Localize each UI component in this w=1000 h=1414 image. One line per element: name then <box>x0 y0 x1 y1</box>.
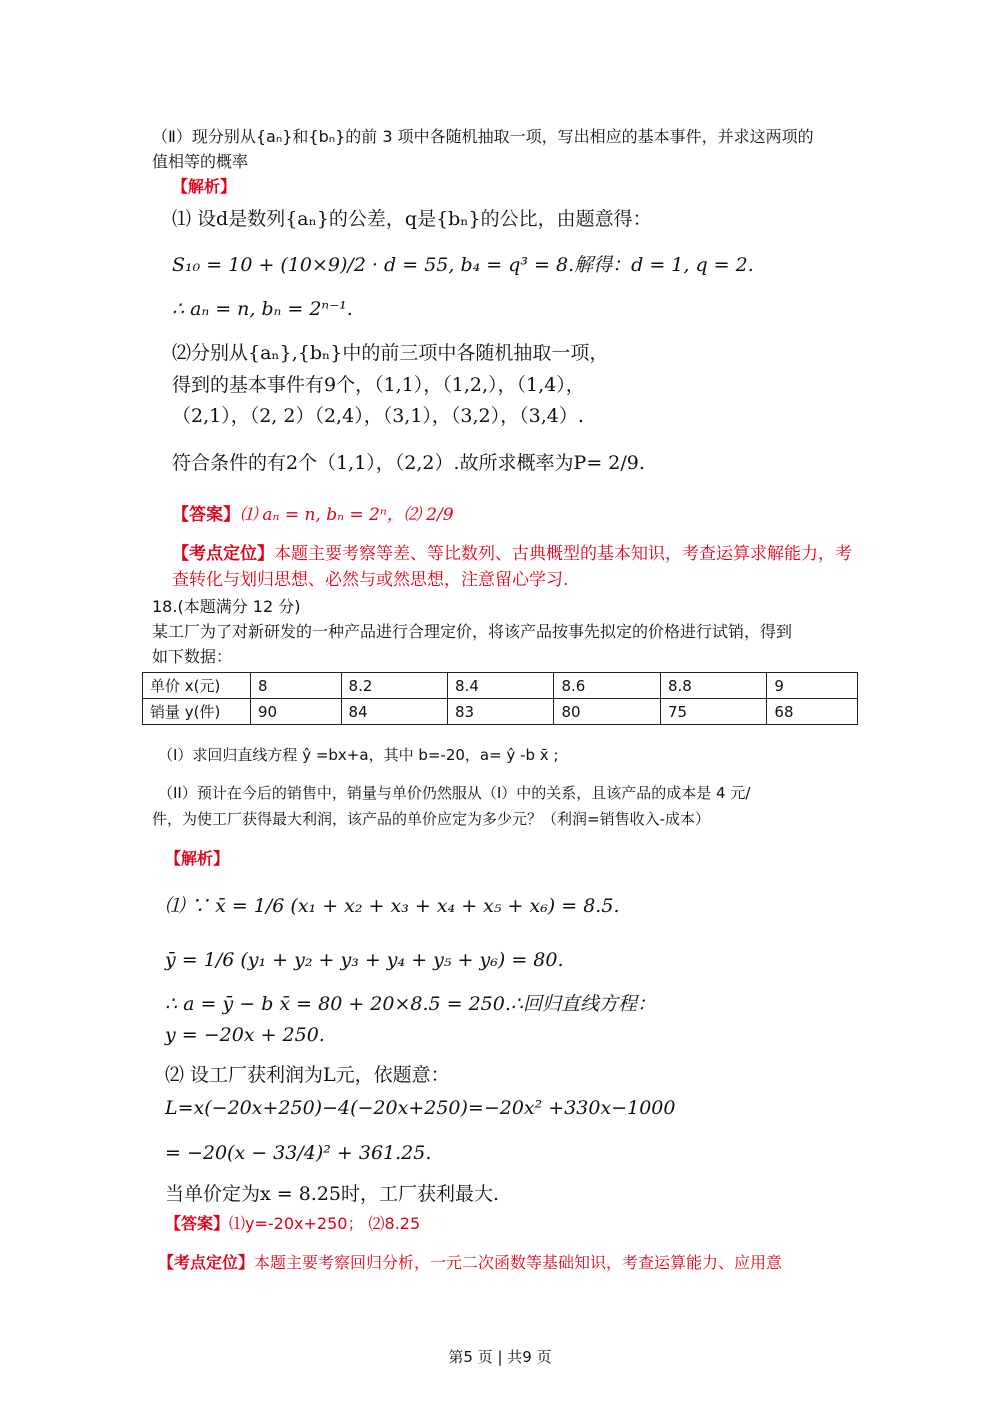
q18-analysis-tag: 【解析】 <box>165 849 230 868</box>
q17-answer-tag: 【答案】 <box>172 505 240 525</box>
table-cell: 8.8 <box>660 673 766 699</box>
table-cell: 销量 y(件) <box>143 699 251 725</box>
q18-part2-line1: （II）预计在今后的销售中，销量与单价仍然服从（I）中的关系，且该产品的成本是 4 元/ <box>158 784 751 802</box>
q17-sol2-line3: （2,1），（2, 2）（2,4），（3,1），（3,2），（3,4）. <box>172 405 584 427</box>
q18-sol2-line2: L=x(−20x+250)−4(−20x+250)=−20x² +330x−1000 <box>165 1097 676 1119</box>
q17-sol2-line1: ⑵分别从{aₙ},{bₙ}中的前三项中各随机抽取一项， <box>172 342 609 364</box>
page-footer: 第5 页 | 共9 页 <box>448 1348 552 1366</box>
q18-kd-tag: 【考点定位】 <box>158 1253 255 1272</box>
table-cell: 9 <box>767 673 858 699</box>
table-row <box>143 673 858 699</box>
q17-kd-tag: 【考点定位】 <box>172 544 274 564</box>
table-cell: 84 <box>341 699 447 725</box>
q18-part2-line2: 件，为使工厂获得最大利润，该产品的单价应定为多少元？（利润=销售收入-成本） <box>152 810 710 828</box>
q17-sol1-line1: ⑴ 设d是数列{aₙ}的公差，q是{bₙ}的公比，由题意得： <box>172 208 652 230</box>
price-sales-table <box>142 672 858 725</box>
q18-intro-line1: 某工厂为了对新研发的一种产品进行合理定价，将该产品按事先拟定的价格进行试销，得到 <box>152 622 793 641</box>
table-cell: 83 <box>448 699 554 725</box>
q17-kd-line2: 查转化与划归思想、必然与或然思想，注意留心学习. <box>172 570 569 590</box>
table-cell: 8.6 <box>554 673 660 699</box>
q17-sol1-line3: ∴ aₙ = n, bₙ = 2ⁿ⁻¹. <box>172 298 353 320</box>
q18-sol1-line2: ȳ = 1/6 (y₁ + y₂ + y₃ + y₄ + y₅ + y₆) = 80. <box>165 949 564 971</box>
table-cell: 90 <box>251 699 342 725</box>
table-cell: 8.2 <box>341 673 447 699</box>
q18-header: 18.(本题满分 12 分) <box>152 597 301 616</box>
table-cell: 8.4 <box>448 673 554 699</box>
q18-sol1-line1: ⑴ ∵ x̄ = 1/6 (x₁ + x₂ + x₃ + x₄ + x₅ + x₆) = 8.5. <box>165 895 620 917</box>
table-cell: 8 <box>251 673 342 699</box>
q18-answer-text: ⑴y=-20x+250； ⑵8.25 <box>229 1214 421 1233</box>
q18-sol2-line1: ⑵ 设工厂获利润为L元，依题意： <box>165 1064 450 1086</box>
q17-kd <box>172 543 852 565</box>
q18-kd-line1: 本题主要考察回归分析，一元二次函数等基础知识，考查运算能力、应用意 <box>254 1253 783 1272</box>
q18-sol2-line4: 当单价定为x = 8.25时，工厂获利最大. <box>165 1183 500 1205</box>
table-row <box>143 699 858 725</box>
q18-sol1-line4: y = −20x + 250. <box>165 1024 325 1046</box>
q17-answer-text: ⑴ aₙ = n, bₙ = 2ⁿ，⑵ 2/9 <box>240 505 454 525</box>
q18-sol2-line3: = −20(x − 33/4)² + 361.25. <box>165 1142 432 1164</box>
q17-sol1-line2: S₁₀ = 10 + (10×9)/2 · d = 55, b₄ = q³ = 8.解得：d = 1, q = 2. <box>172 254 754 276</box>
q17-sol2-line4: 符合条件的有2个（1,1），（2,2）.故所求概率为P= 2/9. <box>172 452 645 474</box>
table-cell: 68 <box>767 699 858 725</box>
table-cell: 80 <box>554 699 660 725</box>
table-cell: 单价 x(元) <box>143 673 251 699</box>
q18-sol1-line3: ∴ a = ȳ − b x̄ = 80 + 20×8.5 = 250.∴回归直线方程： <box>165 993 656 1015</box>
q18-intro-line2: 如下数据： <box>152 647 233 666</box>
q17-answer <box>172 504 454 526</box>
q17-part2-line2: 值相等的概率 <box>152 152 249 171</box>
q18-kd <box>158 1252 782 1274</box>
q18-answer <box>165 1213 420 1235</box>
q17-kd-line1: 本题主要考察等差、等比数列、古典概型的基本知识，考查运算求解能力，考 <box>274 544 852 564</box>
table-cell: 75 <box>660 699 766 725</box>
q17-sol2-line2: 得到的基本事件有9个，（1,1），（1,2,），（1,4）， <box>172 374 585 396</box>
q17-analysis-tag: 【解析】 <box>172 177 237 196</box>
q17-part2-line1: （Ⅱ）现分别从{aₙ}和{bₙ}的前 3 项中各随机抽取一项，写出相应的基本事件，并求这两项的 <box>152 127 814 146</box>
q18-answer-tag: 【答案】 <box>165 1214 230 1233</box>
q18-part1: （I）求回归直线方程 ŷ =bx+a，其中 b=-20，a= ŷ -b x̄ ; <box>158 746 559 764</box>
